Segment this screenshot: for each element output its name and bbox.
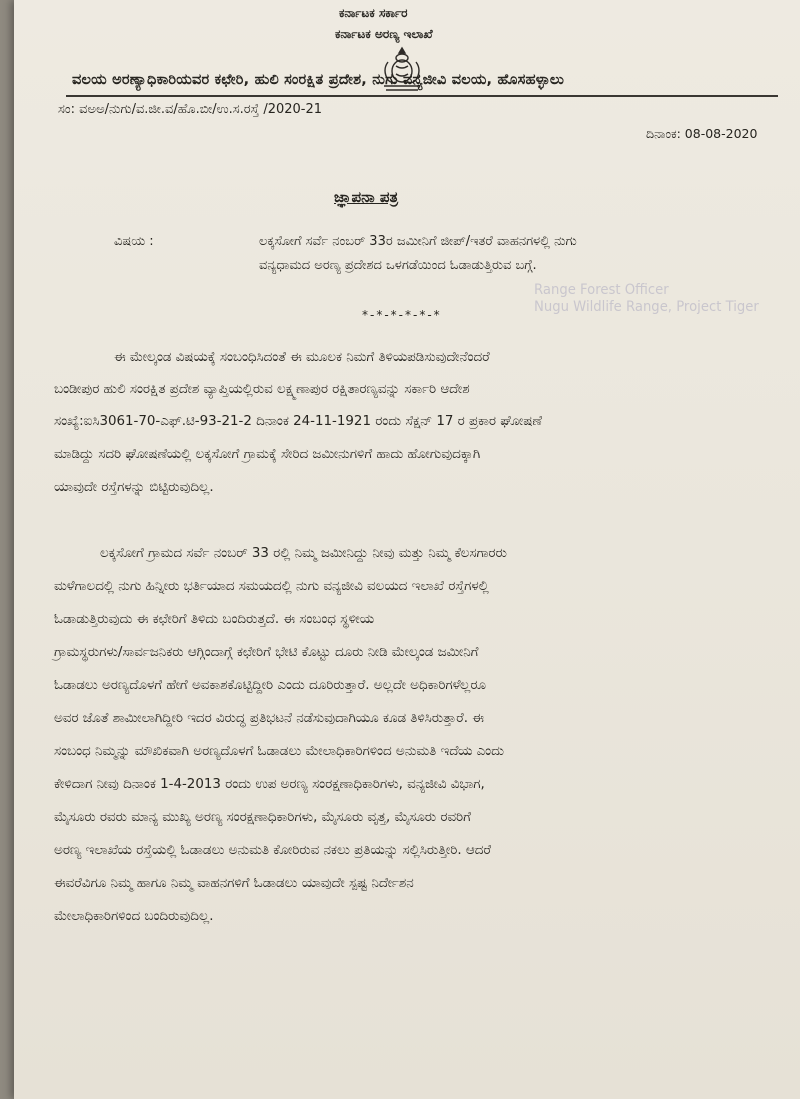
paragraph-line: ಬಂಡೀಪುರ ಹುಲಿ ಸಂರಕ್ಷಿತ ಪ್ರದೇಶ ವ್ಯಾಪ್ತಿಯಲ್ಲಿರುವ ಲಕ್ಷ್ಮಣಾಪುರ ರಕ್ಷಿತಾರಣ್ಯವನ್ನು ಸರ್ಕಾರಿ ಆದೇಶ xyxy=(54,382,470,397)
subject-line-2: ವನ್ಯಧಾಮದ ಅರಣ್ಯ ಪ್ರದೇಶದ ಒಳಗಡೆಯಿಂದ ಓಡಾಡುತ್ತಿರುವ ಬಗ್ಗೆ. xyxy=(259,258,537,273)
paragraph-line: ಅರಣ್ಯ ಇಲಾಖೆಯ ರಸ್ತೆಯಲ್ಲಿ ಓಡಾಡಲು ಅನುಮತಿ ಕೋರಿರುವ ನಕಲು ಪ್ರತಿಯನ್ನು ಸಲ್ಲಿಸಿರುತ್ತೀರಿ. ಆದರೆ xyxy=(54,843,491,858)
stamp-line-1: Range Forest Officer xyxy=(534,282,669,298)
separator-stars: *-*-*-*-*-* xyxy=(362,308,442,322)
department-heading: ಕರ್ನಾಟಕ ಅರಣ್ಯ ಇಲಾಖೆ xyxy=(335,27,433,41)
paragraph-line: ಯಾವುದೇ ರಸ್ತೆಗಳನ್ನು ಬಿಟ್ಟಿರುವುದಿಲ್ಲ. xyxy=(54,480,214,495)
document-page xyxy=(14,0,800,1099)
paragraph-line: ಮಳೆಗಾಲದಲ್ಲಿ ನುಗು ಹಿನ್ನೀರು ಭರ್ತಿಯಾದ ಸಮಯದಲ್ಲಿ ನುಗು ವನ್ಯಜೀವಿ ವಲಯದ ಇಲಾಖೆ ರಸ್ತೆಗಳಲ್ಲಿ xyxy=(54,579,489,594)
paragraph-line: ಈವರೆವಿಗೂ ನಿಮ್ಮ ಹಾಗೂ ನಿಮ್ಮ ವಾಹನಗಳಿಗೆ ಓಡಾಡಲು ಯಾವುದೇ ಸ್ಪಷ್ಟ ನಿರ್ದೇಶನ xyxy=(54,876,414,891)
govt-heading: ಕರ್ನಾಟಕ ಸರ್ಕಾರ xyxy=(339,6,408,20)
paragraph-line: ಮೇಲಾಧಿಕಾರಿಗಳಿಂದ ಬಂದಿರುವುದಿಲ್ಲ. xyxy=(54,909,214,924)
paragraph-line: ಈ ಮೇಲ್ಕಂಡ ವಿಷಯಕ್ಕೆ ಸಂಬಂಧಿಸಿದಂತೆ ಈ ಮೂಲಕ ನಿಮಗೆ ತಿಳಿಯಪಡಿಸುವುದೇನೆಂದರೆ xyxy=(114,350,490,365)
memo-title: ಜ್ಞಾಪನಾ ಪತ್ರ xyxy=(334,188,399,206)
faded-stamp xyxy=(534,282,779,316)
paragraph-line: ಮಾಡಿದ್ದು ಸದರಿ ಘೋಷಣೆಯಲ್ಲಿ ಲಕ್ಕಸೋಗೆ ಗ್ರಾಮಕ್ಕೆ ಸೇರಿದ ಜಮೀನುಗಳಿಗೆ ಹಾದು ಹೋಗುವುದಕ್ಕಾಗಿ xyxy=(54,447,481,462)
paragraph-line: ಕೇಳಿದಾಗ ನೀವು ದಿನಾಂಕ 1-4-2013 ರಂದು ಉಪ ಅರಣ್ಯ ಸಂರಕ್ಷಣಾಧಿಕಾರಿಗಳು, ವನ್ಯಜೀವಿ ವಿಭಾಗ, xyxy=(54,777,485,792)
paragraph-line: ಲಕ್ಕಸೋಗೆ ಗ್ರಾಮದ ಸರ್ವೆ ನಂಬರ್ 33 ರಲ್ಲಿ ನಿಮ್ಮ ಜಮೀನಿದ್ದು ನೀವು ಮತ್ತು ನಿಮ್ಮ ಕೆಲಸಗಾರರು xyxy=(100,546,507,561)
header-divider xyxy=(66,95,778,97)
letter-date: ದಿನಾಂಕ: 08-08-2020 xyxy=(646,126,758,141)
stamp-line-2: Nugu Wildlife Range, Project Tiger xyxy=(534,299,759,315)
paragraph-line: ಓಡಾಡಲು ಅರಣ್ಯದೊಳಗೆ ಹೇಗೆ ಅವಕಾಶಕೊಟ್ಟಿದ್ದೀರಿ ಎಂದು ದೂರಿರುತ್ತಾರೆ. ಅಲ್ಲದೇ ಅಧಿಕಾರಿಗಳೆಲ್ಲರೂ xyxy=(54,678,486,693)
paragraph-line: ಅವರ ಜೊತೆ ಶಾಮೀಲಾಗಿದ್ದೀರಿ ಇದರ ವಿರುದ್ಧ ಪ್ರತಿಭಟನೆ ನಡೆಸುವುದಾಗಿಯೂ ಕೂಡ ತಿಳಿಸಿರುತ್ತಾರೆ. ಈ xyxy=(54,711,484,726)
subject-label: ವಿಷಯ : xyxy=(114,234,154,249)
paragraph-line: ಓಡಾಡುತ್ತಿರುವುದು ಈ ಕಛೇರಿಗೆ ತಿಳಿದು ಬಂದಿರುತ್ತದೆ. ಈ ಸಂಬಂಧ ಸ್ಥಳೀಯ xyxy=(54,612,375,627)
reference-number: ಸಂ: ವಅಅ/ನುಗು/ವ.ಜೀ.ವ/ಹೊ.ಬೀ/ಉ.ಸ.ರಸ್ತೆ /2020-21 xyxy=(58,102,323,117)
office-name: ವಲಯ ಅರಣ್ಯಾಧಿಕಾರಿಯವರ ಕಛೇರಿ, ಹುಲಿ ಸಂರಕ್ಷಿತ ಪ್ರದೇಶ, ನುಗು ವನ್ಯಜೀವಿ ವಲಯ, ಹೊಸಹಳ್ಳಾಲು xyxy=(72,72,565,88)
paragraph-line: ಮೈಸೂರು ರವರು ಮಾನ್ಯ ಮುಖ್ಯ ಅರಣ್ಯ ಸಂರಕ್ಷಣಾಧಿಕಾರಿಗಳು, ಮೈಸೂರು ವೃತ್ತ, ಮೈಸೂರು ರವರಿಗೆ xyxy=(54,810,471,825)
paragraph-line: ಗ್ರಾಮಸ್ಥರುಗಳು/ಸಾರ್ವಜನಿಕರು ಆಗ್ಗಿಂದಾಗ್ಗೆ ಕಛೇರಿಗೆ ಭೇಟಿ ಕೊಟ್ಟು ದೂರು ನೀಡಿ ಮೇಲ್ಕಂಡ ಜಮೀನಿಗೆ xyxy=(54,645,479,660)
paragraph-line: ಸಂಖ್ಯೆ:ಐಸಿ3061-70-ಎಫ್.ಟಿ-93-21-2 ದಿನಾಂಕ 24-11-1921 ರಂದು ಸೆಕ್ಷನ್ 17 ರ ಪ್ರಕಾರ ಘೋಷಣೆ xyxy=(54,414,543,429)
subject-line-1: ಲಕ್ಕಸೋಗೆ ಸರ್ವೆ ನಂಬರ್ 33ರ ಜಮೀನಿಗೆ ಜೀಪ್/ಇತರೆ ವಾಹನಗಳಲ್ಲಿ ನುಗು xyxy=(259,234,577,249)
paragraph-line: ಸಂಬಂಧ ನಿಮ್ಮನ್ನು ಮೌಖಿಕವಾಗಿ ಅರಣ್ಯದೊಳಗೆ ಓಡಾಡಲು ಮೇಲಾಧಿಕಾರಿಗಳಿಂದ ಅನುಮತಿ ಇದೆಯ ಎಂದು xyxy=(54,744,505,759)
